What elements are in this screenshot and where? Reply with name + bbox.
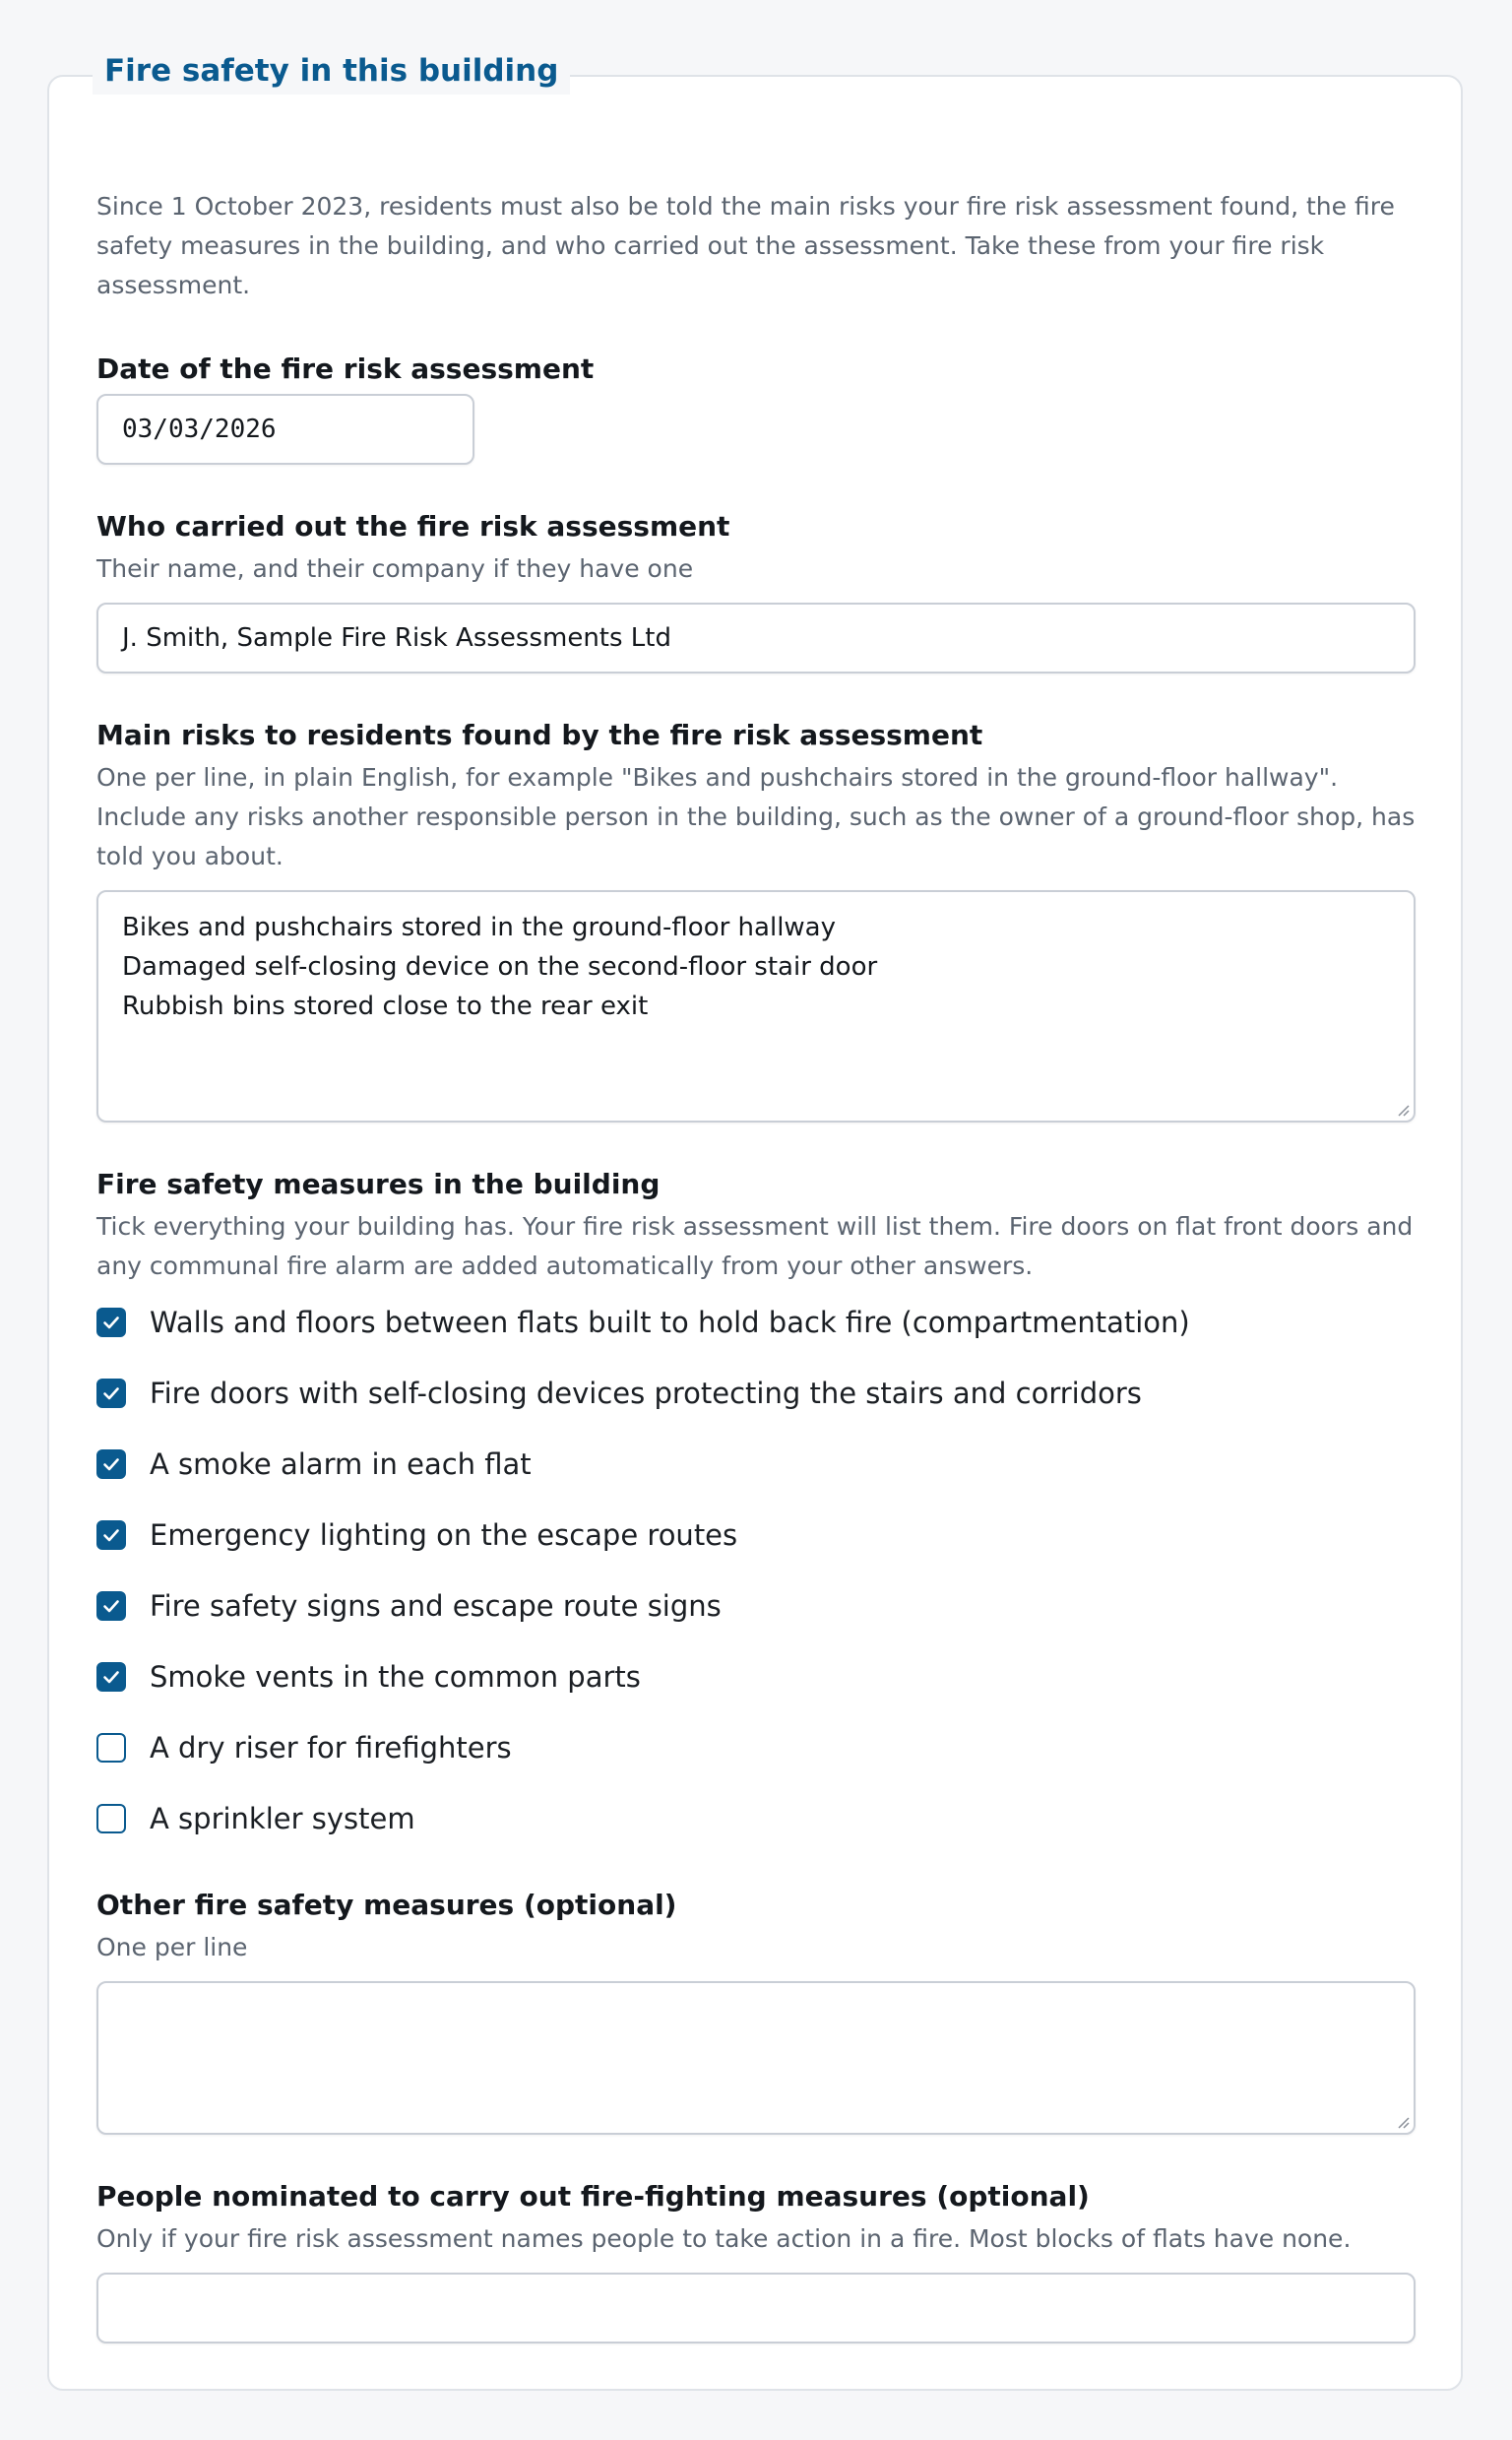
measure-option-signage[interactable]	[96, 1586, 722, 1626]
main-risks-textarea[interactable]	[96, 890, 1416, 1123]
checkmark-icon	[101, 1667, 121, 1687]
main-risks-line: Bikes and pushchairs stored in the ground-floor hallway	[122, 913, 837, 942]
other-measures-textarea[interactable]	[96, 1981, 1416, 2135]
other-measures-label: Other fire safety measures (optional)	[96, 1889, 677, 1921]
assessment-date-input[interactable]	[96, 394, 474, 465]
measure-option-label: Smoke vents in the common parts	[150, 1660, 641, 1694]
measure-option-smoke-vents[interactable]	[96, 1657, 641, 1697]
checkbox[interactable]	[96, 1308, 126, 1337]
measure-option-compartmentation[interactable]	[96, 1303, 1190, 1342]
checkbox[interactable]	[96, 1379, 126, 1408]
main-risks-label: Main risks to residents found by the fire risk assessment	[96, 719, 983, 751]
checkmark-icon	[101, 1383, 121, 1403]
measure-option-label: Fire doors with self-closing devices protecting the stairs and corridors	[150, 1377, 1142, 1410]
other-measures-hint: One per line	[96, 1933, 248, 1961]
measure-option-emergency-lighting[interactable]	[96, 1515, 737, 1555]
measure-option-smoke-alarm[interactable]	[96, 1445, 532, 1484]
nominated-people-input[interactable]	[96, 2273, 1416, 2344]
measure-option-label: Fire safety signs and escape route signs	[150, 1589, 722, 1623]
checkmark-icon	[101, 1313, 121, 1332]
nominated-people-hint: Only if your fire risk assessment names people to take action in a fire. Most blocks of flats have none.	[96, 2224, 1352, 2253]
checkbox[interactable]	[96, 1662, 126, 1692]
assessor-label: Who carried out the fire risk assessment	[96, 510, 730, 543]
measure-option-label: Walls and floors between flats built to hold back fire (compartmentation)	[150, 1306, 1190, 1339]
checkmark-icon	[101, 1454, 121, 1474]
checkbox[interactable]	[96, 1733, 126, 1763]
measure-option-label: A smoke alarm in each flat	[150, 1447, 532, 1481]
assessor-value: J. Smith, Sample Fire Risk Assessments Ltd	[122, 623, 671, 653]
measure-option-label: A sprinkler system	[150, 1802, 415, 1835]
measures-label: Fire safety measures in the building	[96, 1168, 661, 1200]
resize-handle-icon[interactable]	[1396, 2115, 1410, 2129]
main-risks-hint: One per line, in plain English, for example "Bikes and pushchairs stored in the ground-floor hallway". Include any risks another responsible person in the building, such as the owner of a ground-floor shop, has told you about.	[96, 763, 1416, 870]
nominated-people-label: People nominated to carry out fire-fighting measures (optional)	[96, 2180, 1090, 2213]
checkbox[interactable]	[96, 1520, 126, 1550]
measure-option-sprinklers[interactable]	[96, 1799, 415, 1838]
assessment-date-value: 03/03/2026	[122, 415, 277, 444]
checkbox[interactable]	[96, 1591, 126, 1621]
assessment-date-label: Date of the fire risk assessment	[96, 353, 595, 385]
measures-hint: Tick everything your building has. Your fire risk assessment will list them. Fire doors on flat front doors and any communal fire alarm are added automatically from your other answers.	[96, 1212, 1414, 1280]
main-risks-line: Rubbish bins stored close to the rear exit	[122, 992, 649, 1021]
section-intro: Since 1 October 2023, residents must also be told the main risks your fire risk assessment found, the fire safety measures in the building, and who carried out the assessment. Take these from your fire risk assessment.	[96, 192, 1395, 299]
section-legend: Fire safety in this building	[93, 47, 570, 95]
main-risks-line: Damaged self-closing device on the second-floor stair door	[122, 952, 878, 982]
assessor-hint: Their name, and their company if they have one	[96, 554, 694, 583]
checkmark-icon	[101, 1525, 121, 1545]
resize-handle-icon[interactable]	[1396, 1103, 1410, 1117]
measure-option-label: A dry riser for firefighters	[150, 1731, 512, 1765]
checkmark-icon	[101, 1596, 121, 1616]
checkbox[interactable]	[96, 1449, 126, 1479]
assessor-input[interactable]	[96, 603, 1416, 674]
measure-option-label: Emergency lighting on the escape routes	[150, 1518, 738, 1552]
checkbox[interactable]	[96, 1804, 126, 1833]
measure-option-fire-doors[interactable]	[96, 1374, 1142, 1413]
measure-option-dry-riser[interactable]	[96, 1728, 512, 1767]
